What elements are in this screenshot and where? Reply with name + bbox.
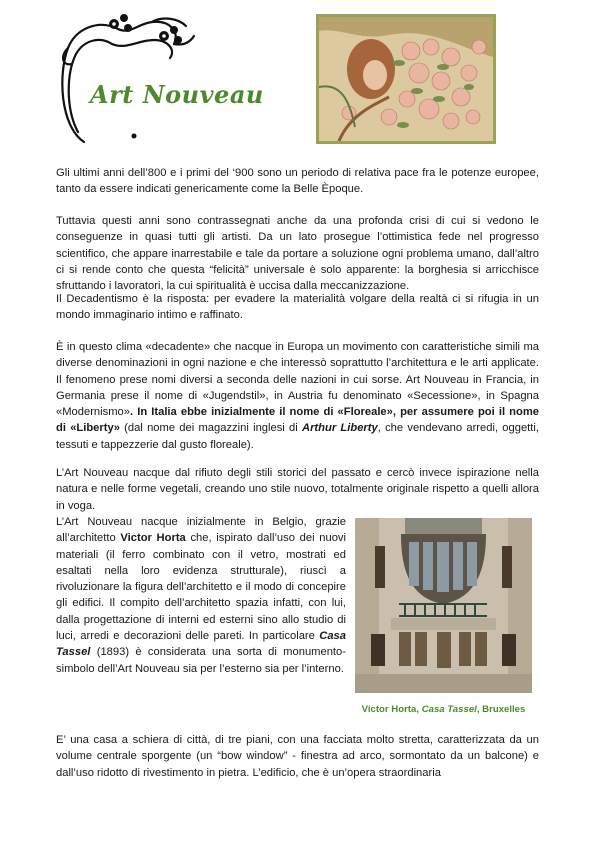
- casa-tassel-facade-image: [355, 518, 532, 693]
- arthur-liberty-name: Arthur Liberty: [302, 422, 378, 435]
- caption-building: Casa Tassel: [421, 704, 477, 715]
- casa-tassel-name: Casa Tassel: [56, 630, 346, 659]
- horta-text-b: che, ispirato dall’uso dei nuovi materiali (il ferro combinato con il vetro, mostrati ed esaltati nella loro evidenza strutturale), riuscì a rivoluzionare la figura dell’architetto e il modo di concepire gli edifici. Il compito dell’architetto spazia infatti, con lui, dalla progettazione di interni ed esterni sino allo studio di luci, arredi e decorazioni delle pareti. In particolare: [56, 532, 346, 643]
- decadentismo-paragraph: Il Decadentismo è la risposta: per evadere la materialità volgare della realtà ci si rifugia in un mondo immaginario intimo e raffinato.: [56, 293, 539, 322]
- caption-city: , Bruxelles: [476, 704, 526, 715]
- horta-paragraph: [56, 514, 346, 677]
- page-title: Art Nouveau: [90, 80, 264, 109]
- casa-tassel-photo: [355, 518, 532, 693]
- art-nouveau-illustration: [316, 14, 496, 144]
- movement-text-c: (dal nome dei magazzini inglesi di: [119, 422, 302, 435]
- photo-caption: [355, 704, 532, 715]
- horta-text-c: (1893) è considerata una sorta di monumento-simbolo dell’Art Nouveau sia per l’esterno sia per l’interno.: [56, 646, 346, 675]
- movement-text-d: , che vendevano arredi, oggetti, tessuti e tappezzerie dal gusto floreale).: [56, 422, 539, 451]
- floral-illustration-image: [319, 17, 493, 141]
- description-paragraph: E’ una casa a schiera di città, di tre piani, con una facciata molto stretta, caratterizzata da un volume centrale sporgente (un “bow window” - finestra ad arco, sormontato da un balcone) e dall’uso ridotto di rivestimento in pietra. L’edificio, che è un’opera straordinaria: [56, 734, 539, 779]
- movement-text-a: È in questo clima «decadente» che nacque in Europa un movimento con caratteristiche simili ma diverse denominazioni in ogni nazione e che interessò soprattutto l’architettura e le arti applicate. Il fenomeno prese nomi diversi a seconda delle nazioni in cui sorse. Art Nouveau in Francia, in Germania prese il nome di «Jugendstil», in Austria fu denominato «Secessione», in Spagna «Modernismo»: [56, 341, 539, 419]
- crisis-paragraph: Tuttavia questi anni sono contrassegnati anche da una profonda crisi di cui si vedono le conseguenze in quasi tutti gli artisti. Da un lato prosegue l’ottimistica fede nel progresso scientifico, che appare inarrestabile e tale da portare a soluzione ogni problema umano, dall’altro ci si rende conto che questa “felicità” universale è solo apparente: la borghesia si arricchisce sfruttando i lavoratori, la cui spiritualità è uccisa dalla meccanizzazione.: [56, 215, 539, 293]
- intro-paragraph: Gli ultimi anni dell’800 e i primi del ‘900 sono un periodo di relativa pace fra le potenze europee, tanto da essere indicati genericamente come la Belle Èpoque.: [56, 167, 539, 196]
- victor-horta-name: Victor Horta: [120, 532, 186, 545]
- caption-architect: Victor Horta,: [361, 704, 422, 715]
- movement-text-b: . In Italia ebbe inizialmente il nome di «Floreale», per assumere poi il nome di: [56, 406, 539, 435]
- nature-paragraph: L’Art Nouveau nacque dal rifiuto degli stili storici del passato e cercò invece ispirazione nella natura e nelle forme vegetali, creando uno stile nuovo, totalmente originale rispetto a quelli allora in voga.: [56, 467, 539, 512]
- liberty-term: «Liberty»: [70, 422, 120, 435]
- movement-paragraph: [56, 339, 539, 453]
- horta-text-a: L’Art Nouveau nacque inizialmente in Belgio, grazie all’architetto: [56, 516, 346, 545]
